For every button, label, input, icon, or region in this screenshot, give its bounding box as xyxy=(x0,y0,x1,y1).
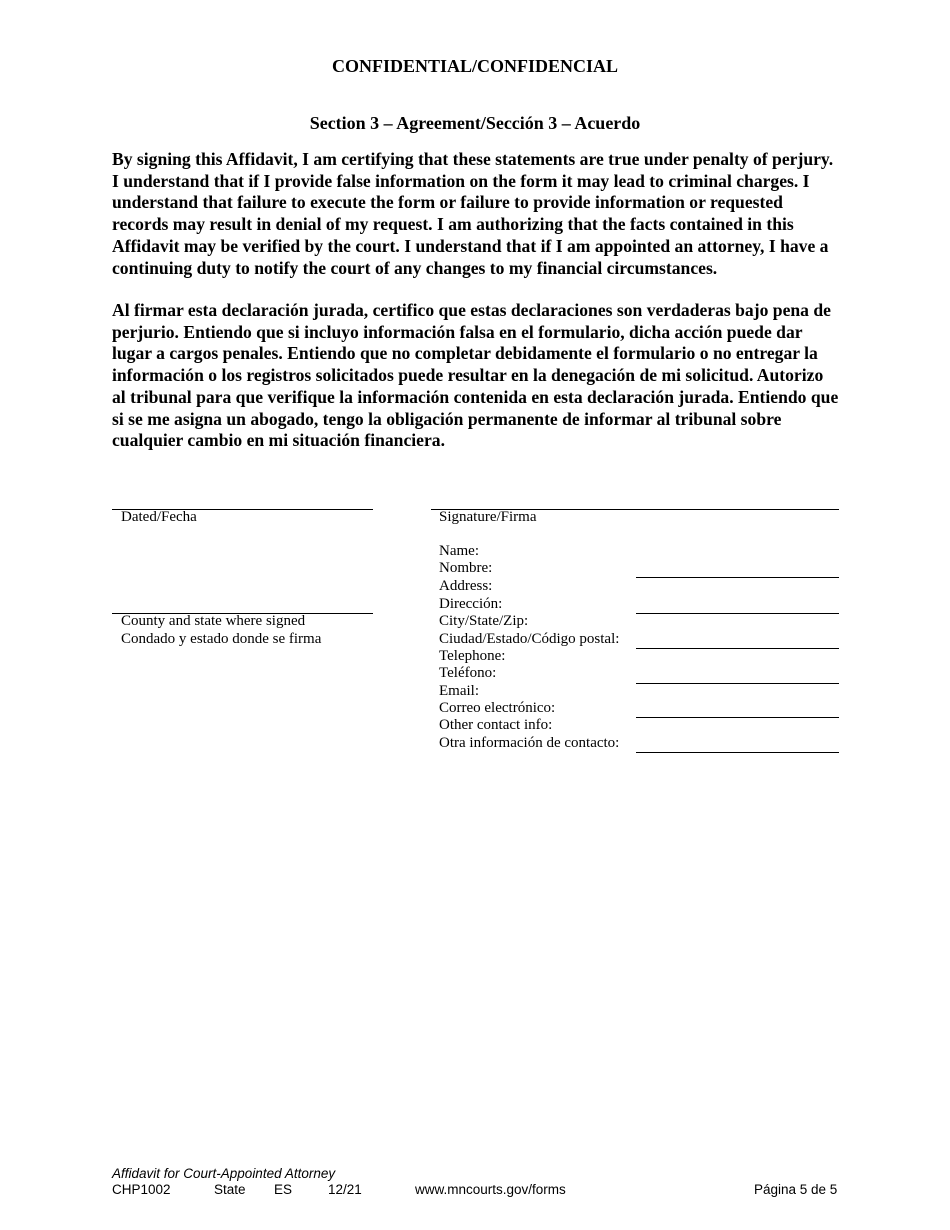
name-label-english: Name: xyxy=(439,543,479,559)
name-label-spanish: Nombre: xyxy=(439,560,493,576)
other-contact-label-spanish: Otra información de contacto: xyxy=(439,735,620,751)
section-title: Section 3 – Agreement/Sección 3 – Acuerdo xyxy=(309,113,641,133)
address-label-spanish: Dirección: xyxy=(439,596,503,612)
other-contact-field-line[interactable] xyxy=(636,752,839,753)
dated-label: Dated/Fecha xyxy=(121,509,197,525)
telephone-label-english: Telephone: xyxy=(439,648,506,664)
footer-form-title: Affidavit for Court-Appointed Attorney xyxy=(112,1166,336,1181)
email-field-line[interactable] xyxy=(636,717,839,718)
email-label-spanish: Correo electrónico: xyxy=(439,700,556,716)
agreement-text-english: By signing this Affidavit, I am certifying that these statements are true under penalty of perjury. I understand that if I provide false information on the form it may lead to criminal charges. I understand that failure to execute the form or failure to provide information or requested records may result in denial of my request. I am authorizing that the facts contained in this Affidavit may be verified by the court. I understand that if I am appointed an attorney, I have a continuing duty to notify the court of any changes to my financial circumstances. xyxy=(112,149,834,278)
footer-url[interactable]: www.mncourts.gov/forms xyxy=(415,1182,566,1197)
confidential-heading: CONFIDENTIAL/CONFIDENCIAL xyxy=(331,56,619,76)
telephone-field-line[interactable] xyxy=(636,683,839,684)
county-label-english: County and state where signed xyxy=(121,613,306,629)
other-contact-label-english: Other contact info: xyxy=(439,717,553,733)
telephone-label-spanish: Teléfono: xyxy=(439,665,497,681)
city-label-english: City/State/Zip: xyxy=(439,613,529,629)
footer-language: ES xyxy=(274,1182,293,1197)
address-label-english: Address: xyxy=(439,578,493,594)
name-field-line[interactable] xyxy=(636,577,839,578)
city-label-spanish: Ciudad/Estado/Código postal: xyxy=(439,631,620,647)
city-field-line[interactable] xyxy=(636,648,839,649)
footer-jurisdiction: State xyxy=(214,1182,246,1197)
footer-revision: 12/21 xyxy=(328,1182,362,1197)
email-label-english: Email: xyxy=(439,683,479,699)
footer-form-code: CHP1002 xyxy=(112,1182,171,1197)
signature-label: Signature/Firma xyxy=(439,509,537,525)
agreement-text-spanish: Al firmar esta declaración jurada, certifico que estas declaraciones son verdaderas bajo pena de perjurio. Entiendo que si incluyo información falsa en el formulario, dicha acción puede dar lugar a cargos penales. Entiendo que no completar debidamente el formulario o no entregar la información o los registros solicitados puede resultar en la denegación de mi solicitud. Autorizo al tribunal para que verifique la información contenida en esta declaración jurada. Entiendo que si se me asigna un abogado, tengo la obligación permanente de informar al tribunal sobre cualquier cambio en mi situación financiera. xyxy=(112,300,839,451)
address-field-line[interactable] xyxy=(636,613,839,614)
county-label-spanish: Condado y estado donde se firma xyxy=(121,631,322,647)
footer-page-number: Página 5 de 5 xyxy=(754,1182,838,1197)
